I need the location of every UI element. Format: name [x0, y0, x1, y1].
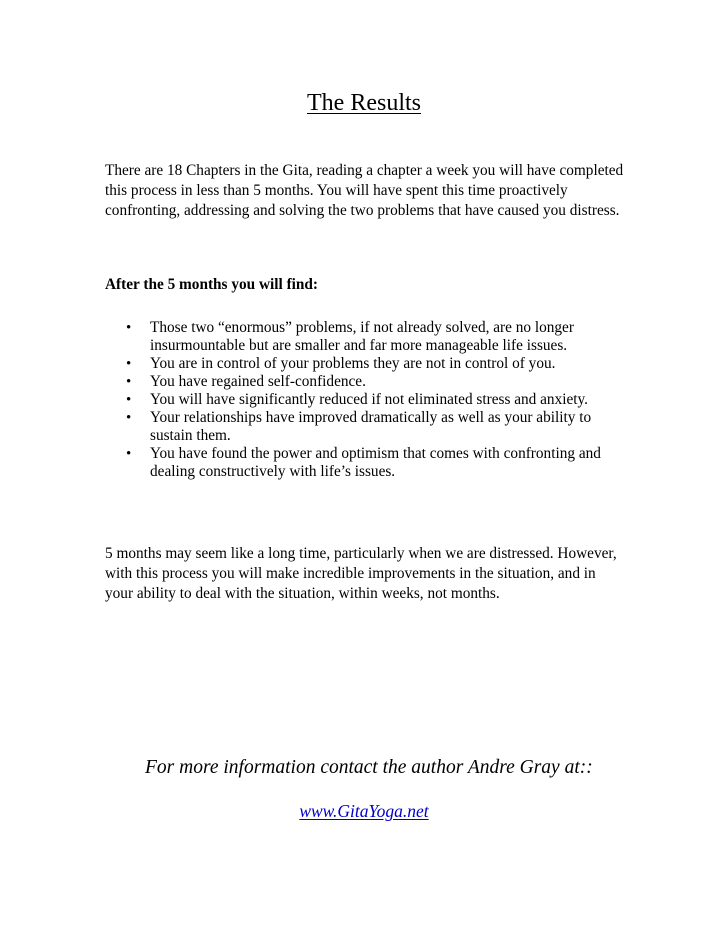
- list-item: [105, 355, 625, 373]
- closing-paragraph: 5 months may seem like a long time, particularly when we are distressed. However, with this process you will make incredible improvements in the situation, and in your ability to deal with the situation, within weeks, not months.: [105, 545, 617, 602]
- bullet-icon: •: [126, 392, 132, 408]
- contact-line: For more information contact the author Andre Gray at::: [145, 757, 593, 778]
- bullet-icon: •: [126, 374, 132, 390]
- list-item: [105, 409, 625, 445]
- list-item-text: You have regained self-confidence.: [150, 373, 366, 390]
- list-item: [105, 373, 625, 391]
- bullet-icon: •: [126, 320, 132, 336]
- bullet-icon: •: [126, 446, 132, 462]
- bullet-icon: •: [126, 410, 132, 426]
- results-list: [105, 319, 625, 481]
- intro-paragraph: There are 18 Chapters in the Gita, reading a chapter a week you will have completed this process in less than 5 months. You will have spent this time proactively confronting, addressing and solving the two problems that have caused you distress.: [105, 162, 624, 219]
- list-item: [105, 319, 625, 355]
- list-item-text: Your relationships have improved dramatically as well as your ability to sustain them.: [150, 409, 592, 444]
- website-link[interactable]: www.GitaYoga.net: [299, 801, 429, 821]
- page-title: The Results: [307, 90, 421, 116]
- results-subheading: After the 5 months you will find:: [105, 276, 319, 293]
- list-item-text: You have found the power and optimism that comes with confronting and dealing constructively with life’s issues.: [150, 445, 601, 480]
- list-item-text: Those two “enormous” problems, if not already solved, are no longer insurmountable but are smaller and far more manageable life issues.: [150, 319, 574, 354]
- list-item: [105, 445, 625, 481]
- bullet-icon: •: [126, 356, 132, 372]
- list-item-text: You will have significantly reduced if not eliminated stress and anxiety.: [150, 391, 588, 408]
- list-item: [105, 391, 625, 409]
- list-item-text: You are in control of your problems they are not in control of you.: [150, 355, 556, 372]
- website-container: [0, 800, 728, 822]
